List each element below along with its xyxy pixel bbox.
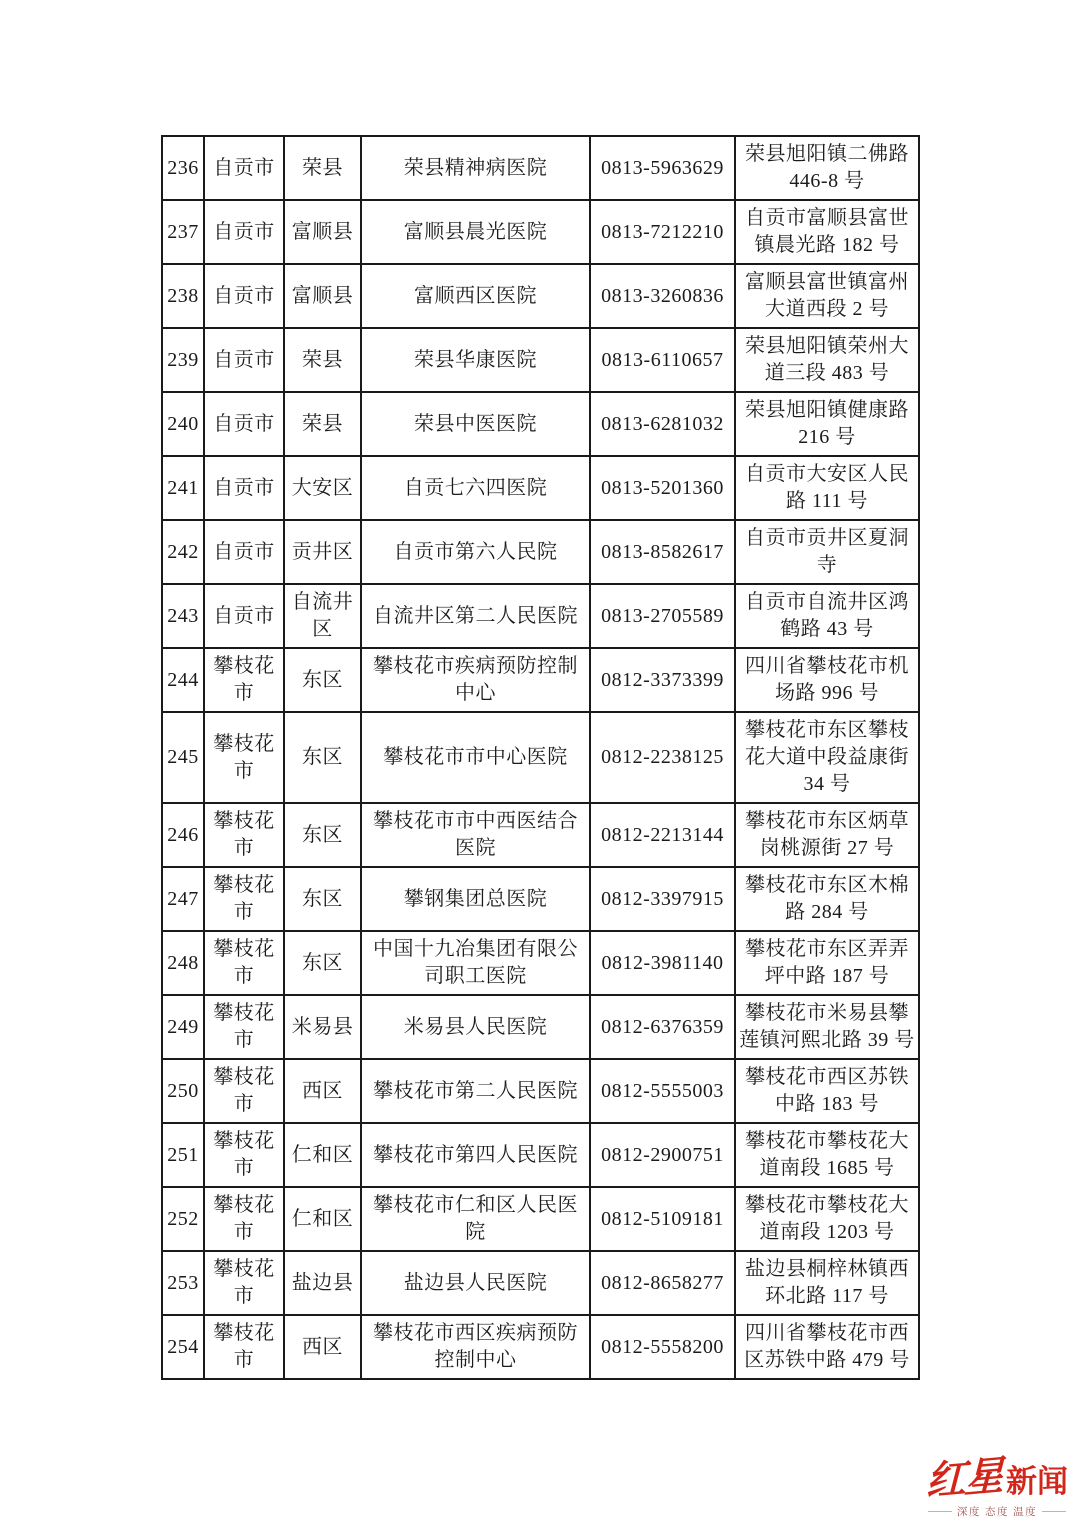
cell-no: 243 — [162, 584, 204, 648]
table-row — [162, 200, 919, 264]
cell-district: 自流井区 — [284, 584, 361, 648]
table-row — [162, 1251, 919, 1315]
cell-name: 富顺县晨光医院 — [361, 200, 590, 264]
cell-no: 238 — [162, 264, 204, 328]
cell-district: 东区 — [284, 712, 361, 803]
cell-address: 攀枝花市东区炳草岗桃源街 27 号 — [735, 803, 919, 867]
table-row — [162, 136, 919, 200]
cell-district: 贡井区 — [284, 520, 361, 584]
cell-phone: 0812-6376359 — [590, 995, 735, 1059]
cell-address: 攀枝花市东区攀枝花大道中段益康街 34 号 — [735, 712, 919, 803]
cell-city: 自贡市 — [204, 584, 284, 648]
cell-no: 241 — [162, 456, 204, 520]
cell-address: 自贡市自流井区鸿鹤路 43 号 — [735, 584, 919, 648]
hospital-table-body — [162, 136, 919, 1379]
cell-name: 攀枝花市疾病预防控制中心 — [361, 648, 590, 712]
cell-address: 自贡市大安区人民路 111 号 — [735, 456, 919, 520]
table-row — [162, 712, 919, 803]
cell-city: 攀枝花市 — [204, 1059, 284, 1123]
cell-city: 自贡市 — [204, 136, 284, 200]
hongxing-news-logo — [925, 1452, 1068, 1519]
cell-phone: 0813-8582617 — [590, 520, 735, 584]
cell-city: 自贡市 — [204, 264, 284, 328]
cell-name: 中国十九冶集团有限公司职工医院 — [361, 931, 590, 995]
table-row — [162, 392, 919, 456]
cell-city: 攀枝花市 — [204, 1123, 284, 1187]
cell-address: 富顺县富世镇富州大道西段 2 号 — [735, 264, 919, 328]
cell-district: 富顺县 — [284, 264, 361, 328]
cell-address: 攀枝花市东区弄弄坪中路 187 号 — [735, 931, 919, 995]
cell-name: 米易县人民医院 — [361, 995, 590, 1059]
table-row — [162, 328, 919, 392]
cell-address: 盐边县桐梓林镇西环北路 117 号 — [735, 1251, 919, 1315]
cell-city: 自贡市 — [204, 520, 284, 584]
cell-address: 荣县旭阳镇二佛路 446-8 号 — [735, 136, 919, 200]
cell-phone: 0812-2900751 — [590, 1123, 735, 1187]
cell-phone: 0813-7212210 — [590, 200, 735, 264]
table-row — [162, 867, 919, 931]
table-row — [162, 931, 919, 995]
cell-phone: 0812-3373399 — [590, 648, 735, 712]
cell-name: 攀枝花市第四人民医院 — [361, 1123, 590, 1187]
cell-phone: 0813-6281032 — [590, 392, 735, 456]
logo-block-text: 新闻 — [1006, 1464, 1068, 1499]
cell-phone: 0812-3397915 — [590, 867, 735, 931]
cell-district: 盐边县 — [284, 1251, 361, 1315]
cell-no: 250 — [162, 1059, 204, 1123]
logo-wordmark — [925, 1452, 1068, 1505]
cell-district: 仁和区 — [284, 1187, 361, 1251]
cell-address: 攀枝花市东区木棉路 284 号 — [735, 867, 919, 931]
table-row — [162, 1187, 919, 1251]
table-row — [162, 995, 919, 1059]
cell-phone: 0813-5201360 — [590, 456, 735, 520]
cell-no: 247 — [162, 867, 204, 931]
logo-script-text: 红星 — [925, 1452, 1003, 1505]
cell-no: 248 — [162, 931, 204, 995]
cell-address: 攀枝花市米易县攀莲镇河熙北路 39 号 — [735, 995, 919, 1059]
cell-district: 仁和区 — [284, 1123, 361, 1187]
cell-address: 攀枝花市西区苏铁中路 183 号 — [735, 1059, 919, 1123]
cell-city: 攀枝花市 — [204, 803, 284, 867]
cell-district: 西区 — [284, 1059, 361, 1123]
cell-district: 荣县 — [284, 328, 361, 392]
cell-name: 荣县精神病医院 — [361, 136, 590, 200]
cell-no: 252 — [162, 1187, 204, 1251]
cell-no: 242 — [162, 520, 204, 584]
cell-district: 荣县 — [284, 136, 361, 200]
cell-name: 荣县中医医院 — [361, 392, 590, 456]
cell-phone: 0812-8658277 — [590, 1251, 735, 1315]
cell-address: 攀枝花市攀枝花大道南段 1685 号 — [735, 1123, 919, 1187]
cell-district: 荣县 — [284, 392, 361, 456]
cell-phone: 0813-3260836 — [590, 264, 735, 328]
table-row — [162, 803, 919, 867]
cell-address: 自贡市贡井区夏洞寺 — [735, 520, 919, 584]
cell-no: 249 — [162, 995, 204, 1059]
cell-name: 荣县华康医院 — [361, 328, 590, 392]
cell-no: 240 — [162, 392, 204, 456]
cell-city: 自贡市 — [204, 200, 284, 264]
cell-name: 盐边县人民医院 — [361, 1251, 590, 1315]
cell-phone: 0812-5558200 — [590, 1315, 735, 1379]
cell-name: 富顺西区医院 — [361, 264, 590, 328]
cell-no: 253 — [162, 1251, 204, 1315]
hospital-contact-table-wrap — [161, 135, 920, 1380]
cell-name: 攀枝花市市中心医院 — [361, 712, 590, 803]
cell-district: 大安区 — [284, 456, 361, 520]
cell-phone: 0813-2705589 — [590, 584, 735, 648]
cell-city: 攀枝花市 — [204, 1315, 284, 1379]
cell-district: 东区 — [284, 648, 361, 712]
cell-phone: 0812-2213144 — [590, 803, 735, 867]
cell-city: 攀枝花市 — [204, 867, 284, 931]
tagline-rule-right — [1042, 1511, 1066, 1512]
cell-city: 攀枝花市 — [204, 648, 284, 712]
cell-phone: 0813-6110657 — [590, 328, 735, 392]
cell-name: 攀枝花市西区疾病预防控制中心 — [361, 1315, 590, 1379]
cell-phone: 0812-3981140 — [590, 931, 735, 995]
cell-name: 攀枝花市市中西医结合医院 — [361, 803, 590, 867]
cell-city: 攀枝花市 — [204, 712, 284, 803]
tagline-rule-left — [928, 1511, 952, 1512]
cell-no: 254 — [162, 1315, 204, 1379]
cell-address: 攀枝花市攀枝花大道南段 1203 号 — [735, 1187, 919, 1251]
cell-address: 四川省攀枝花市机场路 996 号 — [735, 648, 919, 712]
cell-phone: 0812-5555003 — [590, 1059, 735, 1123]
hospital-contact-table — [161, 135, 920, 1380]
cell-phone: 0813-5963629 — [590, 136, 735, 200]
cell-city: 自贡市 — [204, 392, 284, 456]
table-row — [162, 1123, 919, 1187]
cell-district: 西区 — [284, 1315, 361, 1379]
cell-city: 攀枝花市 — [204, 1251, 284, 1315]
cell-name: 攀钢集团总医院 — [361, 867, 590, 931]
tagline-text: 深度 态度 温度 — [956, 1507, 1038, 1518]
cell-name: 自流井区第二人民医院 — [361, 584, 590, 648]
cell-no: 246 — [162, 803, 204, 867]
table-row — [162, 584, 919, 648]
logo-tagline — [926, 1504, 1068, 1519]
cell-address: 荣县旭阳镇荣州大道三段 483 号 — [735, 328, 919, 392]
cell-name: 攀枝花市仁和区人民医院 — [361, 1187, 590, 1251]
cell-city: 攀枝花市 — [204, 931, 284, 995]
table-row — [162, 456, 919, 520]
cell-district: 米易县 — [284, 995, 361, 1059]
cell-no: 239 — [162, 328, 204, 392]
cell-name: 自贡七六四医院 — [361, 456, 590, 520]
cell-address: 荣县旭阳镇健康路 216 号 — [735, 392, 919, 456]
cell-city: 自贡市 — [204, 328, 284, 392]
cell-district: 东区 — [284, 867, 361, 931]
cell-district: 东区 — [284, 931, 361, 995]
table-row — [162, 648, 919, 712]
cell-address: 四川省攀枝花市西区苏铁中路 479 号 — [735, 1315, 919, 1379]
table-row — [162, 520, 919, 584]
cell-city: 攀枝花市 — [204, 1187, 284, 1251]
cell-district: 富顺县 — [284, 200, 361, 264]
cell-no: 236 — [162, 136, 204, 200]
cell-no: 251 — [162, 1123, 204, 1187]
table-row — [162, 1059, 919, 1123]
cell-no: 237 — [162, 200, 204, 264]
cell-name: 攀枝花市第二人民医院 — [361, 1059, 590, 1123]
cell-city: 自贡市 — [204, 456, 284, 520]
cell-city: 攀枝花市 — [204, 995, 284, 1059]
cell-no: 244 — [162, 648, 204, 712]
cell-phone: 0812-5109181 — [590, 1187, 735, 1251]
cell-address: 自贡市富顺县富世镇晨光路 182 号 — [735, 200, 919, 264]
cell-district: 东区 — [284, 803, 361, 867]
cell-name: 自贡市第六人民院 — [361, 520, 590, 584]
table-row — [162, 1315, 919, 1379]
cell-no: 245 — [162, 712, 204, 803]
cell-phone: 0812-2238125 — [590, 712, 735, 803]
table-row — [162, 264, 919, 328]
